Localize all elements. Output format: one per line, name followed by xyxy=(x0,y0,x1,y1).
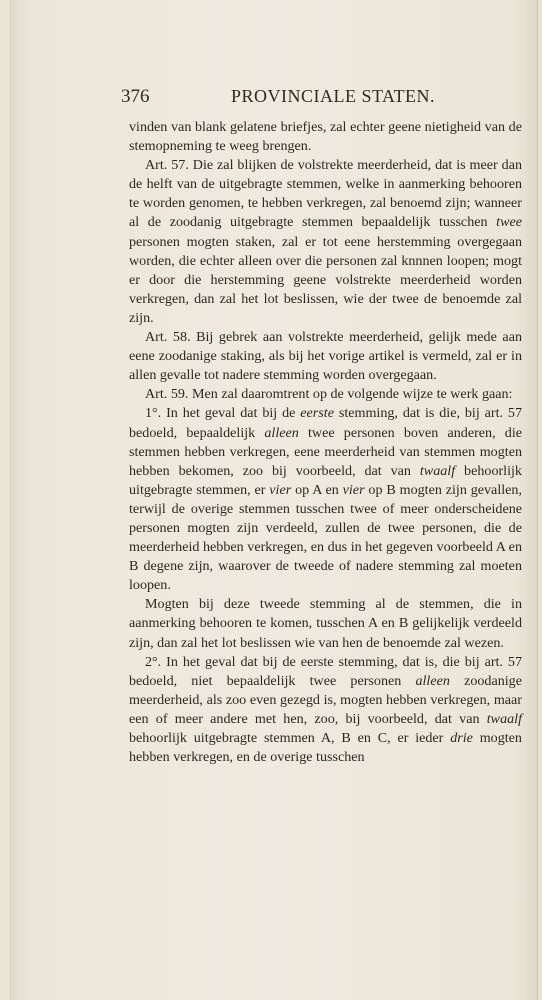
text-run: behoorlijk uitgebragte stemmen, er xyxy=(129,462,522,498)
text-run: twee personen boven anderen, die stemmen hebben verkregen, eene meerderheid van stemmen mogten hebben bekomen, zoo bij voorbeeld, dat van xyxy=(129,424,522,479)
paragraph-article-59 xyxy=(129,385,522,404)
italic-word: twaalf xyxy=(486,710,522,727)
paragraph-item-2 xyxy=(129,653,522,768)
text-run: Art. 57. Die zal blijken de volstrekte meerderheid, dat is meer dan de helft van de uitgebragte stemmen, welke in aanmerking behooren te worden genomen, te hebben verkregen, zal benoemd zijn; wanneer al de zoodanig uitgebragte stemmen bepaaldelijk tusschen xyxy=(129,157,522,231)
text-run: behoorlijk uitgebragte stemmen A, B en C, er ieder xyxy=(129,730,451,746)
italic-word: eerste xyxy=(300,405,334,422)
paragraph-article-58 xyxy=(129,328,522,385)
italic-word: vier xyxy=(269,481,292,498)
text-run: stemming, dat is die, bij art. 57 bedoeld, bepaaldelijk xyxy=(129,405,522,441)
italic-word: vier xyxy=(342,481,365,498)
text-run: Art. 58. Bij gebrek aan volstrekte meerderheid, gelijk mede aan eene zoodanige staking, als bij het vorige artikel is vermeld, zal er in allen gevalle tot nadere stemming worden overgegaan. xyxy=(129,329,522,384)
text-run: 1°. In het geval dat bij de xyxy=(145,405,301,422)
text-run: op B mogten zijn gevallen, terwijl de overige stemmen tusschen twee of meer onderscheidene personen mogten zijn verdeeld, zullen de twee personen, die de meerderheid hebben verkregen, en dus in het gegeven voorbeeld A en B degene zijn, waarover de tweede of nadere stemming zal moeten loopen. xyxy=(129,481,522,594)
italic-word: alleen xyxy=(415,672,450,689)
paragraph-article-57 xyxy=(129,156,522,328)
paragraph-continuation xyxy=(129,118,522,156)
italic-word: twee xyxy=(496,214,522,231)
page-number: 376 xyxy=(121,86,150,107)
italic-word: twaalf xyxy=(419,462,456,479)
book-page xyxy=(10,0,538,1000)
text-run: Art. 59. Men zal daaromtrent op de volgende wijze te werk gaan: xyxy=(145,386,513,403)
paragraph-item-1-continued xyxy=(129,595,522,652)
running-title: PROVINCIALE STATEN. xyxy=(231,86,436,106)
page-header xyxy=(121,86,531,110)
text-run: 2°. In het geval dat bij de eerste stemming, dat is, die bij art. 57 bedoeld, niet bepaaldelijk twee personen xyxy=(129,653,522,689)
text-run: personen mogten staken, zal er tot eene herstemming overgegaan worden, die echter alleen over die personen zal knnnen loopen; mogt er door die herstemming geene volstrekte meerderheid worden verkregen, dan zal het lot beslissen, wie der twee de benoemde zal zijn. xyxy=(129,233,522,326)
italic-word: drie xyxy=(450,730,473,746)
italic-word: alleen xyxy=(264,424,299,441)
text-run: vinden van blank gelatene briefjes, zal echter geene nietigheid van de stemopneming te weeg brengen. xyxy=(129,119,522,155)
text-run: Mogten bij deze tweede stemming al de stemmen, die in aanmerking behooren te komen, tusschen A en B gelijkelijk verdeeld zijn, dan zal het lot beslissen wie van hen de benoemde zal wezen. xyxy=(129,596,522,651)
body-text xyxy=(129,118,522,767)
paragraph-item-1 xyxy=(129,404,522,595)
text-run: mogten hebben verkregen, en de overige tusschen xyxy=(129,730,522,766)
text-run: zoodanige meerderheid, als zoo even gezegd is, mogten hebben verkregen, maar een of meer andere met hen, zoo, bij voorbeeld, dat van xyxy=(129,672,522,727)
text-run: op A en xyxy=(291,481,343,498)
